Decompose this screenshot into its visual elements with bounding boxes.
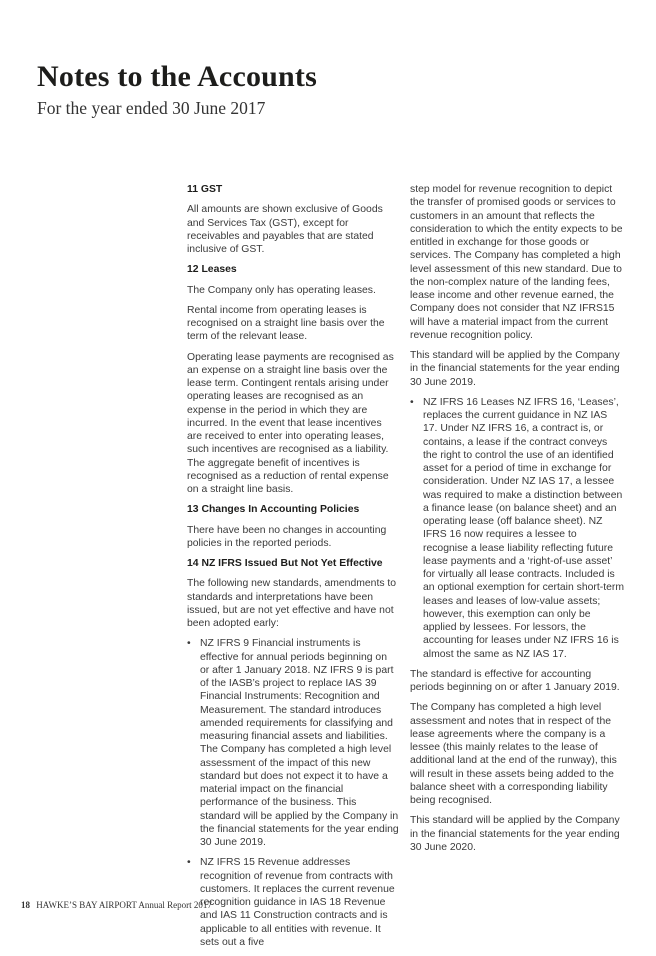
note-12-heading: 12 Leases bbox=[187, 264, 237, 276]
note-12-paragraph: The Company only has operating leases. bbox=[187, 284, 376, 296]
ifrs16-effective: The standard is effective for accounting periods beginning on or after 1 January 2019. bbox=[410, 668, 620, 693]
page-subtitle: For the year ended 30 June 2017 bbox=[37, 98, 266, 118]
note-12-paragraph: Rental income from operating leases is recognised on a straight line basis over the term of the relevant lease. bbox=[187, 304, 385, 343]
ifrs16-assessment: The Company has completed a high level assessment and notes that in respect of the lease agreements where the company is a lessee (this mainly relates to the lease of additional land at the end of the runway), this will result in these assets being added to the balance sheet with a corresponding liability being recognised. bbox=[410, 702, 617, 806]
ifrs16-apply: This standard will be applied by the Company in the financial statements for the year ending 30 June 2020. bbox=[410, 815, 620, 853]
note-11-text: All amounts are shown exclusive of Goods and Services Tax (GST), except for receivables and payables that are stated inclusive of GST. bbox=[187, 204, 383, 255]
bullet-icon: • bbox=[410, 396, 414, 408]
page-footer bbox=[21, 900, 212, 910]
footer-text: HAWKE’S BAY AIRPORT Annual Report 2017 bbox=[36, 900, 212, 910]
list-item bbox=[410, 396, 624, 661]
note-12-paragraph: Operating lease payments are recognised as an expense on a straight line basis over the lease term. Contingent rentals arising under operating leases are recognised as an expense in the period in which they are incurred. In the event that lease incentives are received to enter into operating leases, such incentives are recognised as a liability. The aggregate benefit of incentives is recognised as a reduction of rental expense on a straight line basis. bbox=[187, 351, 394, 495]
note-13-text: There have been no changes in accounting policies in the reported periods. bbox=[187, 524, 387, 549]
list-item bbox=[187, 637, 399, 849]
bullet-icon: • bbox=[187, 857, 191, 869]
page-number: 18 bbox=[21, 900, 30, 910]
ifrs15-continued: step model for revenue recognition to depict the transfer of promised goods or services to customers in an amount that reflects the consideration to which the entity expects to be entitled in exchange for those goods or services. The Company has completed a high level assessment of this new standard. Due to the non-complex nature of the landing fees, lease income and other revenue earned, the Company does not consider that NZ IFRS15 will have a material impact from the current revenue recognition policy. bbox=[410, 184, 623, 341]
note-14-intro: The following new standards, amendments to standards and interpretations have been issued, but are not yet effective and have not been adopted early: bbox=[187, 578, 397, 629]
ifrs15-text: NZ IFRS 15 Revenue addresses recognition of revenue from contracts with customers. It replaces the current revenue recognition guidance in IAS 18 Revenue and IAS 11 Construction contracts and is applicable to all entities with revenue. It sets out a five bbox=[200, 857, 395, 948]
bullet-icon: • bbox=[187, 638, 191, 650]
list-item bbox=[187, 856, 399, 949]
ifrs15-apply: This standard will be applied by the Company in the financial statements for the year ending 30 June 2019. bbox=[410, 350, 620, 388]
left-column bbox=[187, 183, 399, 956]
page-title: Notes to the Accounts bbox=[37, 60, 318, 93]
note-14-heading: 14 NZ IFRS Issued But Not Yet Effective bbox=[187, 558, 383, 569]
right-column bbox=[410, 183, 624, 861]
note-13-heading: 13 Changes In Accounting Policies bbox=[187, 504, 360, 516]
note-11-heading: 11 GST bbox=[187, 184, 223, 195]
ifrs16-text: NZ IFRS 16 Leases NZ IFRS 16, ‘Leases’, replaces the current guidance in NZ IAS 17. Under NZ IFRS 16, a contract is, or contains, a lease if the contract conveys the right to control the use of an identified asset for a period of time in exchange for consideration. Under NZ IAS 17, a lessee was required to make a distinction between a finance lease (on balance sheet) and an operating lease (off balance sheet). NZ IFRS 16 now requires a lessee to recognise a lease liability reflecting future lease payments and a ‘right-of-use asset’ for virtually all lease contracts. Included is an optional exemption for certain short-term leases and leases of low-value assets; however, this exemption can only be applied by lessees. For lessors, the accounting for leases under NZ IFRS 16 is almost the same as NZ IAS 17. bbox=[423, 396, 624, 660]
ifrs9-text: NZ IFRS 9 Financial instruments is effective for annual periods beginning on or after 1 January 2018. NZ IFRS 9 is part of the IASB’s project to replace IAS 39 Financial Instruments: Recognition and Measurement. The standard introduces amended requirements for classifying and measuring financial assets and liabilities. The Company has completed a high level assessment of the impact of this new standard but does not expect it to have a material impact on the financial performance of the business. This standard will be applied by the Company in the financial statements for the year ending 30 June 2019. bbox=[200, 638, 399, 848]
